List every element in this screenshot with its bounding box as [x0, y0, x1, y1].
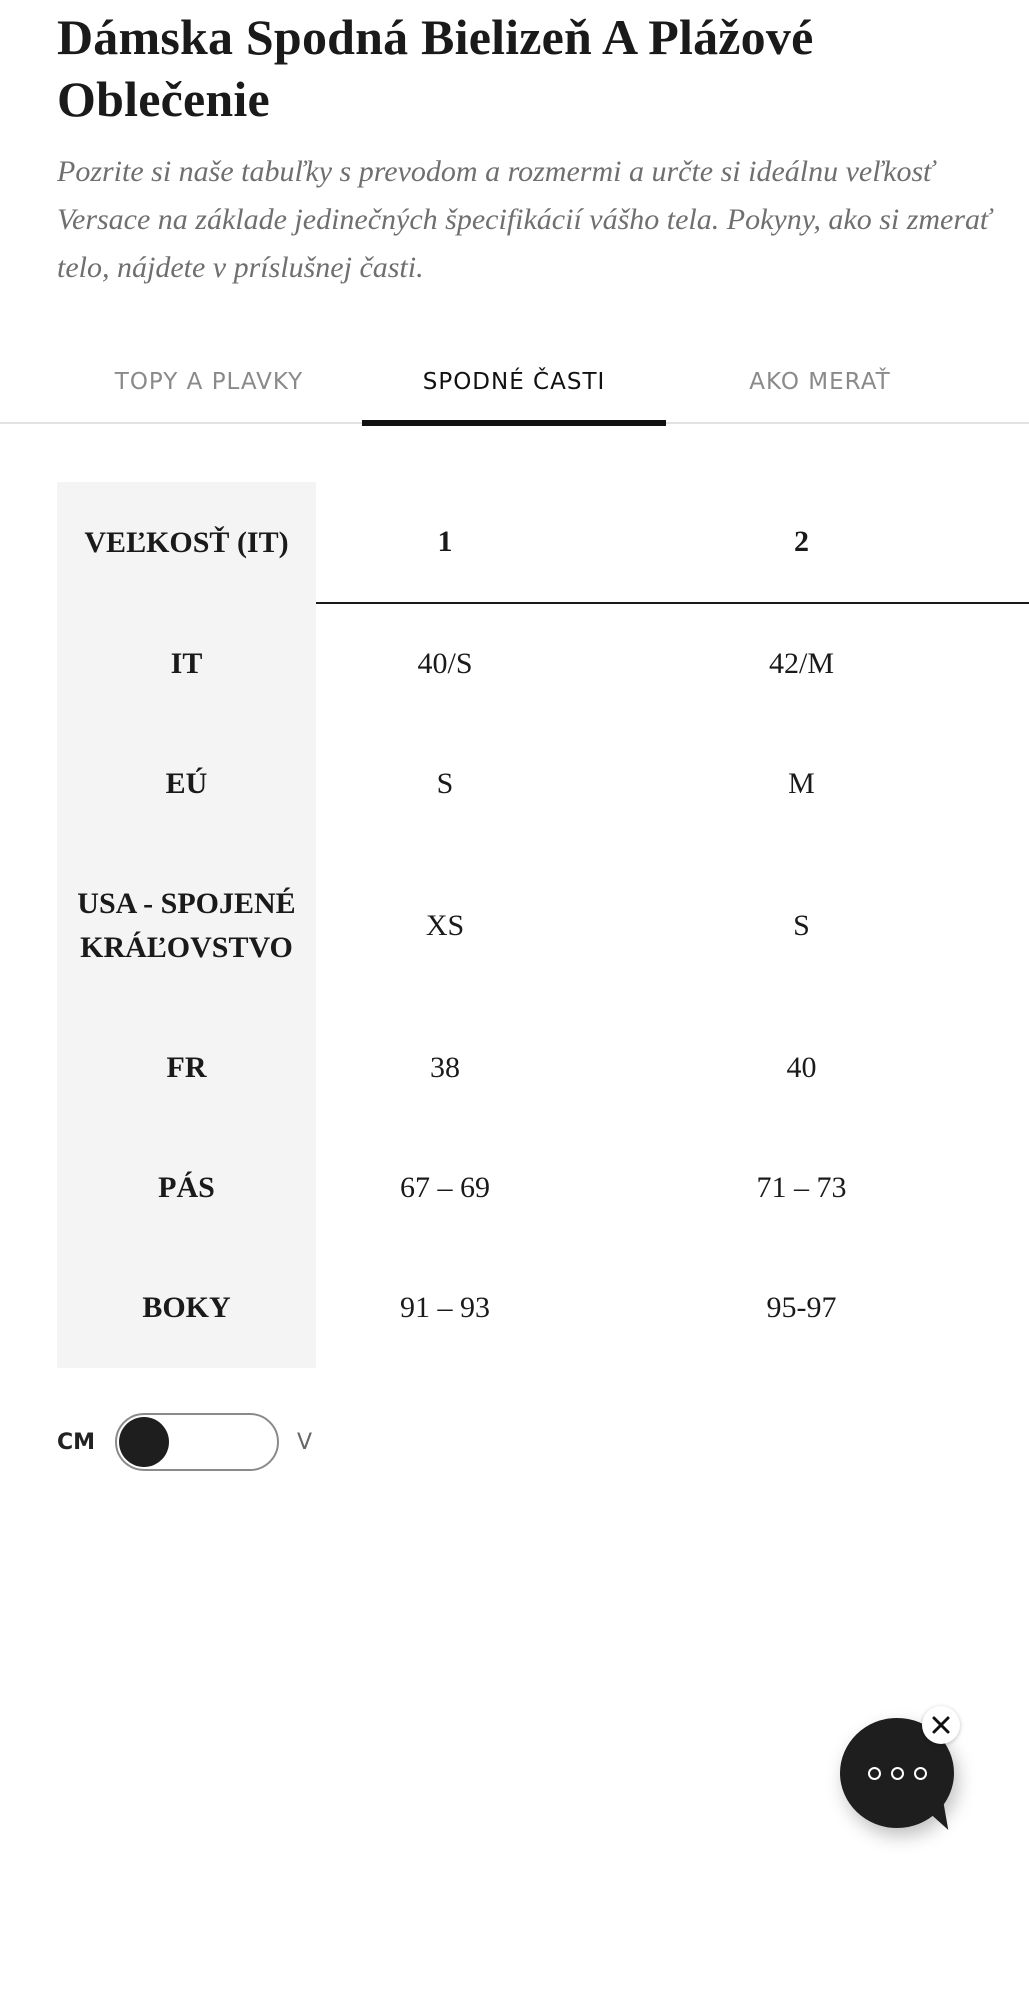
table-cell: 67 – 69 [400, 1171, 490, 1204]
tab-how-to-measure[interactable]: AKO MERAŤ [749, 369, 891, 395]
table-cell: 95-97 [766, 1291, 837, 1324]
size-column-header: 2 [574, 482, 1029, 603]
row-label: FR [57, 1008, 316, 1128]
tab-bottoms[interactable]: SPODNÉ ČASTI [422, 369, 606, 395]
table-row [57, 1128, 1029, 1248]
switch-knob[interactable] [119, 1417, 169, 1467]
table-cell: 40 [786, 1051, 817, 1084]
close-x-glyph [922, 1706, 960, 1744]
table-header-row [57, 482, 1029, 603]
table-cell: 42/M [768, 647, 834, 680]
unit-switch[interactable] [115, 1413, 279, 1471]
table-row [57, 1248, 1029, 1368]
table-cell: 91 – 93 [400, 1291, 490, 1324]
table-cell: 71 – 73 [756, 1171, 847, 1204]
tab-tops-swimwear[interactable]: TOPY A PLAVKY [114, 369, 304, 395]
table-cell: S [436, 767, 454, 800]
size-table [57, 482, 1029, 1368]
table-cell: 40/S [417, 647, 473, 680]
table-row [57, 844, 1029, 1008]
row-label: BOKY [57, 1248, 316, 1368]
row-label: EÚ [57, 724, 316, 844]
table-cell: 38 [430, 1051, 460, 1084]
unit-label-in[interactable]: V [297, 1429, 313, 1455]
dot [914, 1767, 927, 1780]
table-row [57, 724, 1029, 844]
row-label: IT [57, 603, 316, 724]
table-cell: M [788, 767, 815, 800]
size-it-header: VEĽKOSŤ (IT) [57, 482, 316, 603]
table-cell: S [793, 909, 810, 942]
table-cell: XS [425, 909, 465, 942]
unit-toggle [57, 1410, 312, 1474]
page-intro: Pozrite si naše tabuľky s prevodom a rozmermi a určte si ideálnu veľkosť Versace na základe jedinečných špecifikácií vášho tela. Pokyny, ako si zmerať telo, nájdete v príslušnej časti. [57, 155, 991, 284]
unit-label-cm[interactable]: CM [57, 1429, 96, 1455]
row-label: PÁS [57, 1128, 316, 1248]
table-row [57, 603, 1029, 724]
page-title: Dámska Spodná Bielizeň A Plážové Oblečenie [57, 9, 814, 127]
size-column-header: 1 [316, 482, 574, 603]
dot [868, 1767, 881, 1780]
dot [891, 1767, 904, 1780]
table-row [57, 1008, 1029, 1128]
close-icon[interactable] [922, 1706, 960, 1744]
chat-widget [840, 1712, 970, 1832]
size-guide-tabs [0, 340, 1029, 424]
row-label: USA - SPOJENÉ KRÁĽOVSTVO [57, 844, 316, 1008]
active-tab-indicator [362, 420, 666, 426]
